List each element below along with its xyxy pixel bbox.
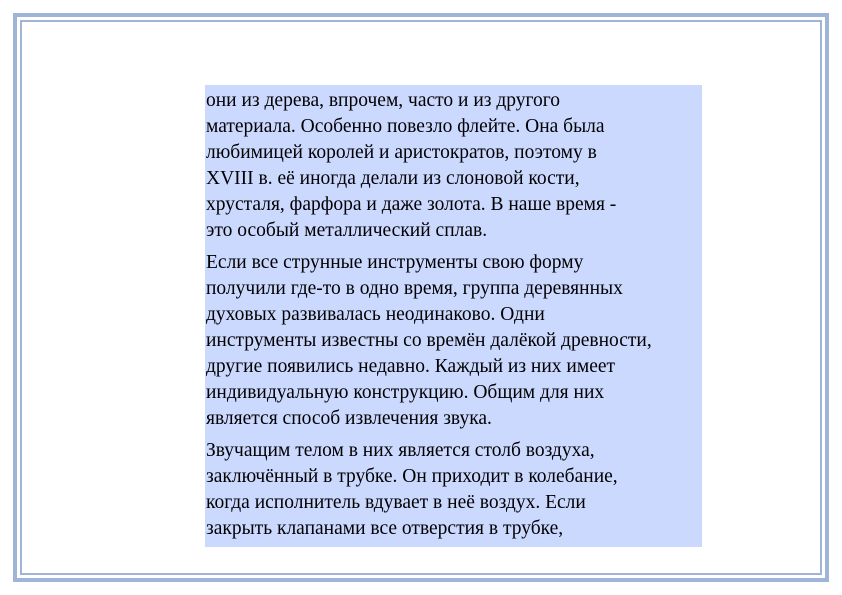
text-line: XVIII в. её иногда делали из слоновой кости, — [206, 168, 580, 189]
text-line: когда исполнитель вдувает в неё воздух. Если — [206, 492, 586, 513]
paragraph-1 — [206, 88, 702, 244]
text-line: инструменты известны со времён далёкой древности, — [206, 330, 652, 351]
text-box — [205, 85, 702, 547]
text-line: закрыть клапанами все отверстия в трубке, — [206, 518, 564, 539]
paragraph-3 — [206, 438, 702, 542]
text-line: является способ извлечения звука. — [206, 408, 492, 429]
text-line: материала. Особенно повезло флейте. Она была — [206, 116, 605, 137]
text-line: хрусталя, фарфора и даже золота. В наше время - — [206, 194, 617, 215]
text-line: Если все струнные инструменты свою форму — [206, 252, 584, 273]
text-line: получили где-то в одно время, группа деревянных — [206, 278, 623, 299]
text-line: любимицей королей и аристократов, поэтому в — [206, 142, 597, 163]
paragraph-2 — [206, 250, 702, 432]
text-line: Звучащим телом в них является столб воздуха, — [206, 440, 595, 461]
text-line: заключённый в трубке. Он приходит в колебание, — [206, 466, 618, 487]
text-line: они из дерева, впрочем, часто и из другого — [206, 90, 561, 111]
text-line: духовых развивалась неодинаково. Одни — [206, 304, 545, 325]
text-line: другие появились недавно. Каждый из них имеет — [206, 356, 616, 377]
text-line: индивидуальную конструкцию. Общим для них — [206, 382, 605, 403]
text-line: это особый металлический сплав. — [206, 220, 488, 241]
